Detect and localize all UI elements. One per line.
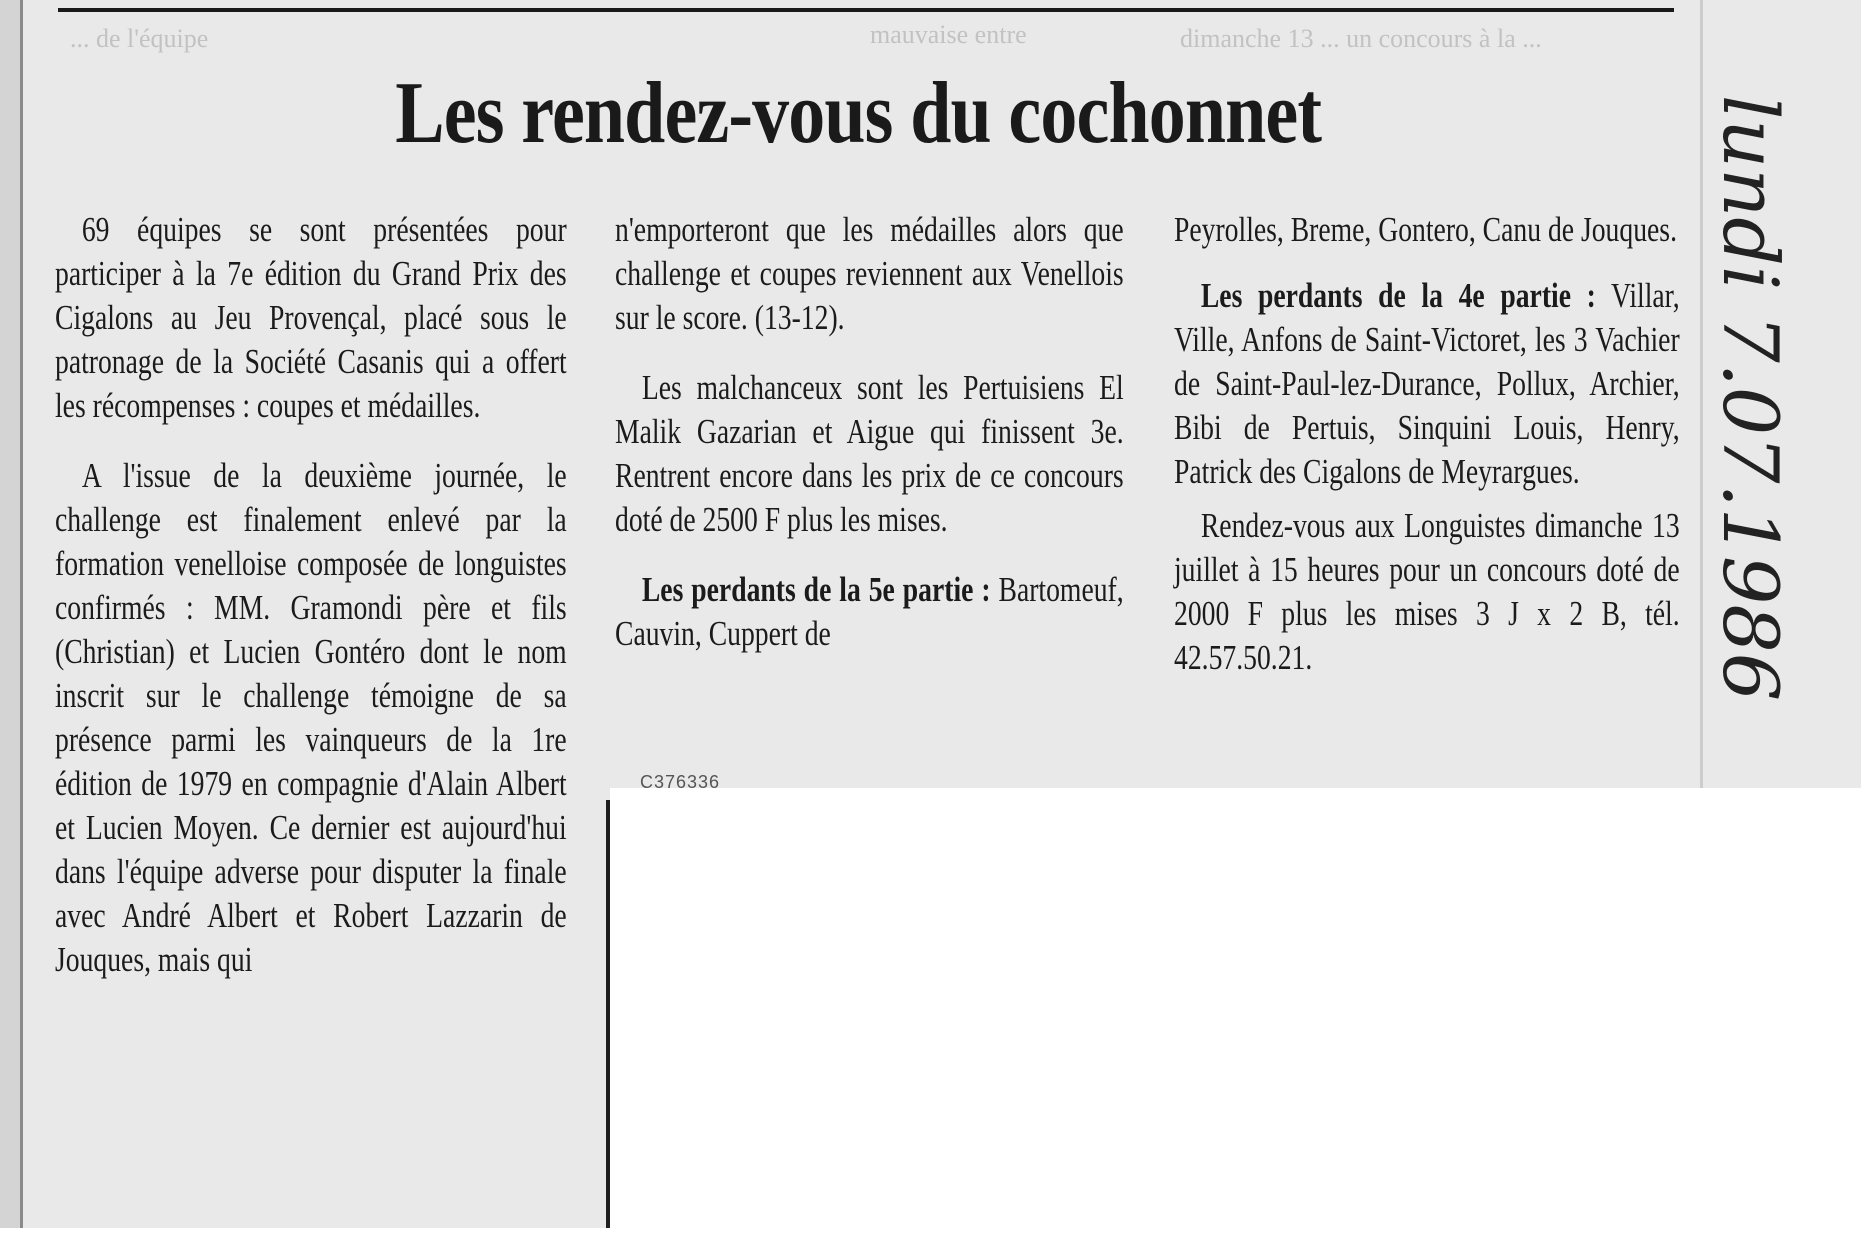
handwritten-date: lundi 7.07.1986 bbox=[1706, 95, 1795, 702]
article-headline: Les rendez-vous du cochonnet bbox=[395, 65, 1322, 162]
article-column-2 bbox=[615, 208, 1122, 682]
clipping-cut-edge bbox=[606, 800, 610, 1228]
subhead-label: Les perdants de la 5e partie : bbox=[641, 570, 991, 609]
subhead-label: Les perdants de la 4e partie : bbox=[1200, 276, 1596, 315]
bleed-through-text: ... de l'équipe bbox=[70, 24, 209, 53]
paragraph-text: Villar, Ville, Anfons de Saint-Victoret, les 3 Vachier de Saint-Paul-lez-Durance, Pollux, Archier, Bibi de Pertuis, Sinquini Louis, Henry, Patrick des Cigalons de Meyrargues. bbox=[1174, 276, 1680, 491]
bleed-through-text: mauvaise entre bbox=[870, 20, 1027, 49]
paragraph: Rendez-vous aux Longuistes dimanche 13 juillet à 15 heures pour un concours doté de 2000 F plus les mises 3 J x 2 B, tél. 42.57.50.21. bbox=[1174, 506, 1680, 677]
top-rule bbox=[58, 8, 1674, 12]
scan-left-edge-line bbox=[20, 0, 23, 1228]
article-column-1 bbox=[55, 208, 565, 1008]
paragraph: n'emporteront que les médailles alors que challenge et coupes reviennent aux Venellois sur le score. (13-12). bbox=[615, 210, 1124, 337]
right-margin-rule bbox=[1700, 0, 1703, 788]
paragraph: Les malchanceux sont les Pertuisiens El Malik Gazarian et Aigue qui finissent 3e. Rentrent encore dans les prix de ce concours doté de 2500 F plus les mises. bbox=[615, 368, 1124, 539]
paragraph: A l'issue de la deuxième journée, le challenge est finalement enlevé par la formation venelloise composée de longuistes confirmés : MM. Gramondi père et fils (Christian) et Lucien Gontéro dont le nom inscrit sur le challenge témoigne de sa présence parmi les vainqueurs de la 1re édition de 1979 en compagnie d'Alain Albert et Lucien Moyen. Ce dernier est aujourd'hui dans l'équipe adverse pour disputer la finale avec André Albert et Robert Lazzarin de Jouques, mais qui bbox=[55, 456, 567, 979]
paragraph: Peyrolles, Breme, Gontero, Canu de Jouques. bbox=[1174, 210, 1677, 249]
bleed-through-text: dimanche 13 ... un concours à la ... bbox=[1180, 24, 1542, 53]
paragraph-text: Bartomeuf, Cauvin, Cuppert de bbox=[615, 570, 1124, 653]
scan-left-edge bbox=[0, 0, 22, 1228]
paragraph bbox=[1174, 274, 1680, 494]
article-column-3 bbox=[1174, 208, 1678, 706]
archive-code: C376336 bbox=[640, 772, 721, 792]
paragraph bbox=[615, 568, 1124, 656]
paragraph: 69 équipes se sont présentées pour participer à la 7e édition du Grand Prix des Cigalons au Jeu Provençal, placé sous le patronage de la Société Casanis qui a offert les récompenses : coupes et médailles. bbox=[55, 210, 567, 425]
